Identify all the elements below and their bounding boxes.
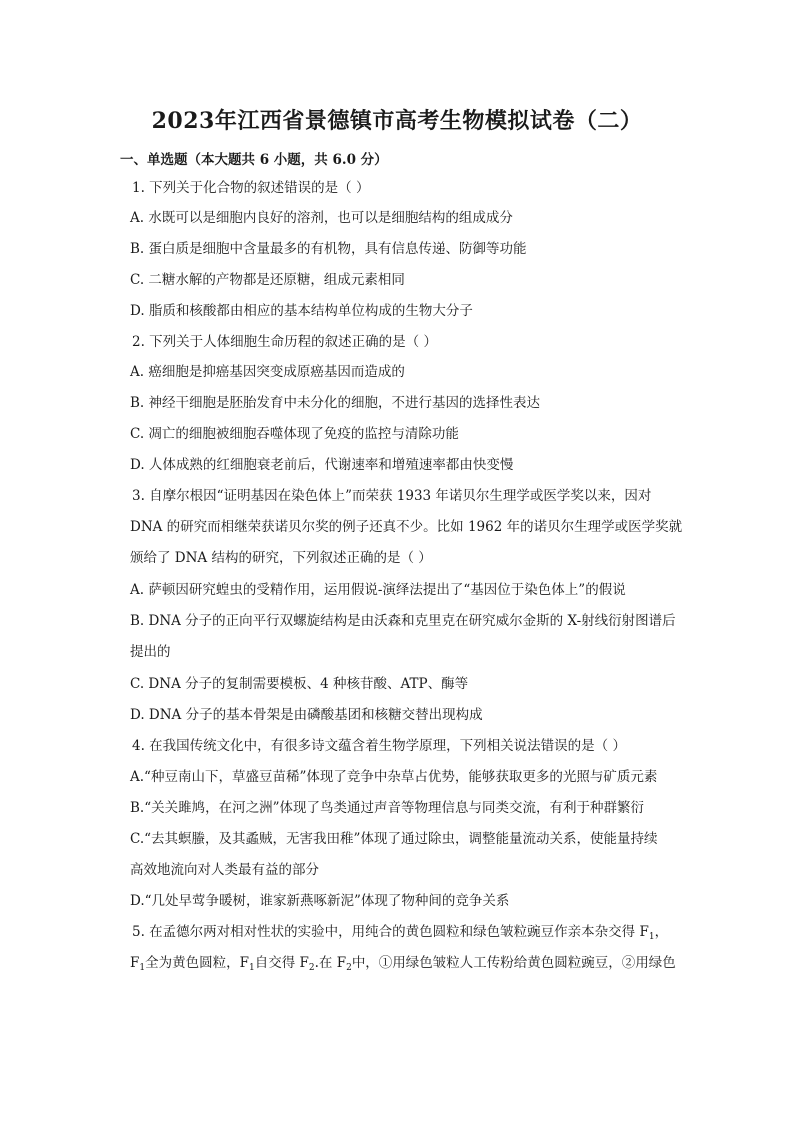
q2-option-a: A. 癌细胞是抑癌基因突变成原癌基因而造成的 bbox=[130, 364, 405, 380]
question-4-stem: 4. 在我国传统文化中，有很多诗文蕴含着生物学原理，下列相关说法错误的是（ ） bbox=[132, 738, 626, 754]
q1-option-a: A. 水既可以是细胞内良好的溶剂，也可以是细胞结构的组成成分 bbox=[130, 210, 513, 226]
question-5-stem-line-1 bbox=[132, 922, 692, 944]
q4-option-b: B.“关关雎鸠，在河之洲”体现了鸟类通过声音等物理信息与同类交流，有利于种群繁衍 bbox=[130, 800, 645, 816]
q1-option-c: C. 二糖水解的产物都是还原糖，组成元素相同 bbox=[130, 272, 405, 288]
q5-text: ， bbox=[654, 924, 669, 940]
q2-option-c: C. 凋亡的细胞被细胞吞噬体现了免疫的监控与清除功能 bbox=[130, 426, 459, 442]
q5-text: 全为黄色圆粒，F bbox=[145, 955, 249, 971]
question-3-stem-line-2: DNA 的研究而相继荣获诺贝尔奖的例子还真不少。比如 1962 年的诺贝尔生理学或医学奖就 bbox=[130, 519, 683, 535]
subscript: 1 bbox=[648, 932, 655, 942]
subscript: 1 bbox=[139, 963, 146, 973]
subscript: 1 bbox=[248, 963, 255, 973]
q4-option-d: D.“几处早莺争暖树，谁家新燕啄新泥”体现了物种间的竞争关系 bbox=[130, 893, 510, 909]
q3-option-a: A. 萨顿因研究蝗虫的受精作用，运用假说-演绎法提出了“基因位于染色体上”的假说 bbox=[130, 582, 626, 598]
q4-option-a: A.“种豆南山下，草盛豆苗稀”体现了竞争中杂草占优势，能够获取更多的光照与矿质元素 bbox=[130, 769, 658, 785]
question-5-stem-line-2 bbox=[130, 953, 690, 975]
q3-option-d: D. DNA 分子的基本骨架是由磷酸基团和核糖交替出现构成 bbox=[130, 707, 483, 723]
q5-text: F bbox=[130, 955, 140, 971]
q5-text: 5. 在孟德尔两对相对性状的实验中，用纯合的黄色圆粒和绿色皱粒豌豆作亲本杂交得 F bbox=[132, 924, 649, 940]
q5-text: 自交得 F bbox=[254, 955, 309, 971]
subscript: 2 bbox=[346, 963, 352, 973]
q5-text: 中，①用绿色皱粒人工传粉给黄色圆粒豌豆，②用绿色 bbox=[351, 955, 676, 971]
question-1-stem: 1. 下列关于化合物的叙述错误的是（ ） bbox=[132, 180, 370, 196]
question-3-stem-line-3: 颁给了 DNA 结构的研究，下列叙述正确的是（ ） bbox=[130, 550, 432, 566]
q5-text: .在 F bbox=[314, 955, 347, 971]
page-title: 2023年江西省景德镇市高考生物模拟试卷（二） bbox=[151, 108, 643, 134]
q3-option-b-line-1: B. DNA 分子的正向平行双螺旋结构是由沃森和克里克在研究威尔金斯的 X-射线衍射图谱后 bbox=[130, 613, 676, 629]
section-heading: 一、单选题（本大题共 6 小题，共 6.0 分） bbox=[120, 152, 388, 168]
q1-option-d: D. 脂质和核酸都由相应的基本结构单位构成的生物大分子 bbox=[130, 303, 473, 319]
q4-option-c-line-1: C.“去其螟螣，及其蟊贼，无害我田稚”体现了通过除虫，调整能量流动关系，使能量持续 bbox=[130, 831, 658, 847]
q4-option-c-line-2: 高效地流向对人类最有益的部分 bbox=[130, 862, 319, 878]
q1-option-b: B. 蛋白质是细胞中含量最多的有机物，具有信息传递、防御等功能 bbox=[130, 241, 527, 257]
q3-option-b-line-2: 提出的 bbox=[130, 644, 171, 660]
q3-option-c: C. DNA 分子的复制需要模板、4 种核苷酸、ATP、酶等 bbox=[130, 676, 469, 692]
q2-option-d: D. 人体成熟的红细胞衰老前后，代谢速率和增殖速率都由快变慢 bbox=[130, 457, 514, 473]
q2-option-b: B. 神经干细胞是胚胎发育中未分化的细胞，不进行基因的选择性表达 bbox=[130, 395, 541, 411]
question-3-stem-line-1: 3. 自摩尔根因“证明基因在染色体上”而荣获 1933 年诺贝尔生理学或医学奖以来，因对 bbox=[132, 488, 652, 504]
question-2-stem: 2. 下列关于人体细胞生命历程的叙述正确的是（ ） bbox=[132, 334, 437, 350]
subscript: 2 bbox=[308, 963, 315, 973]
